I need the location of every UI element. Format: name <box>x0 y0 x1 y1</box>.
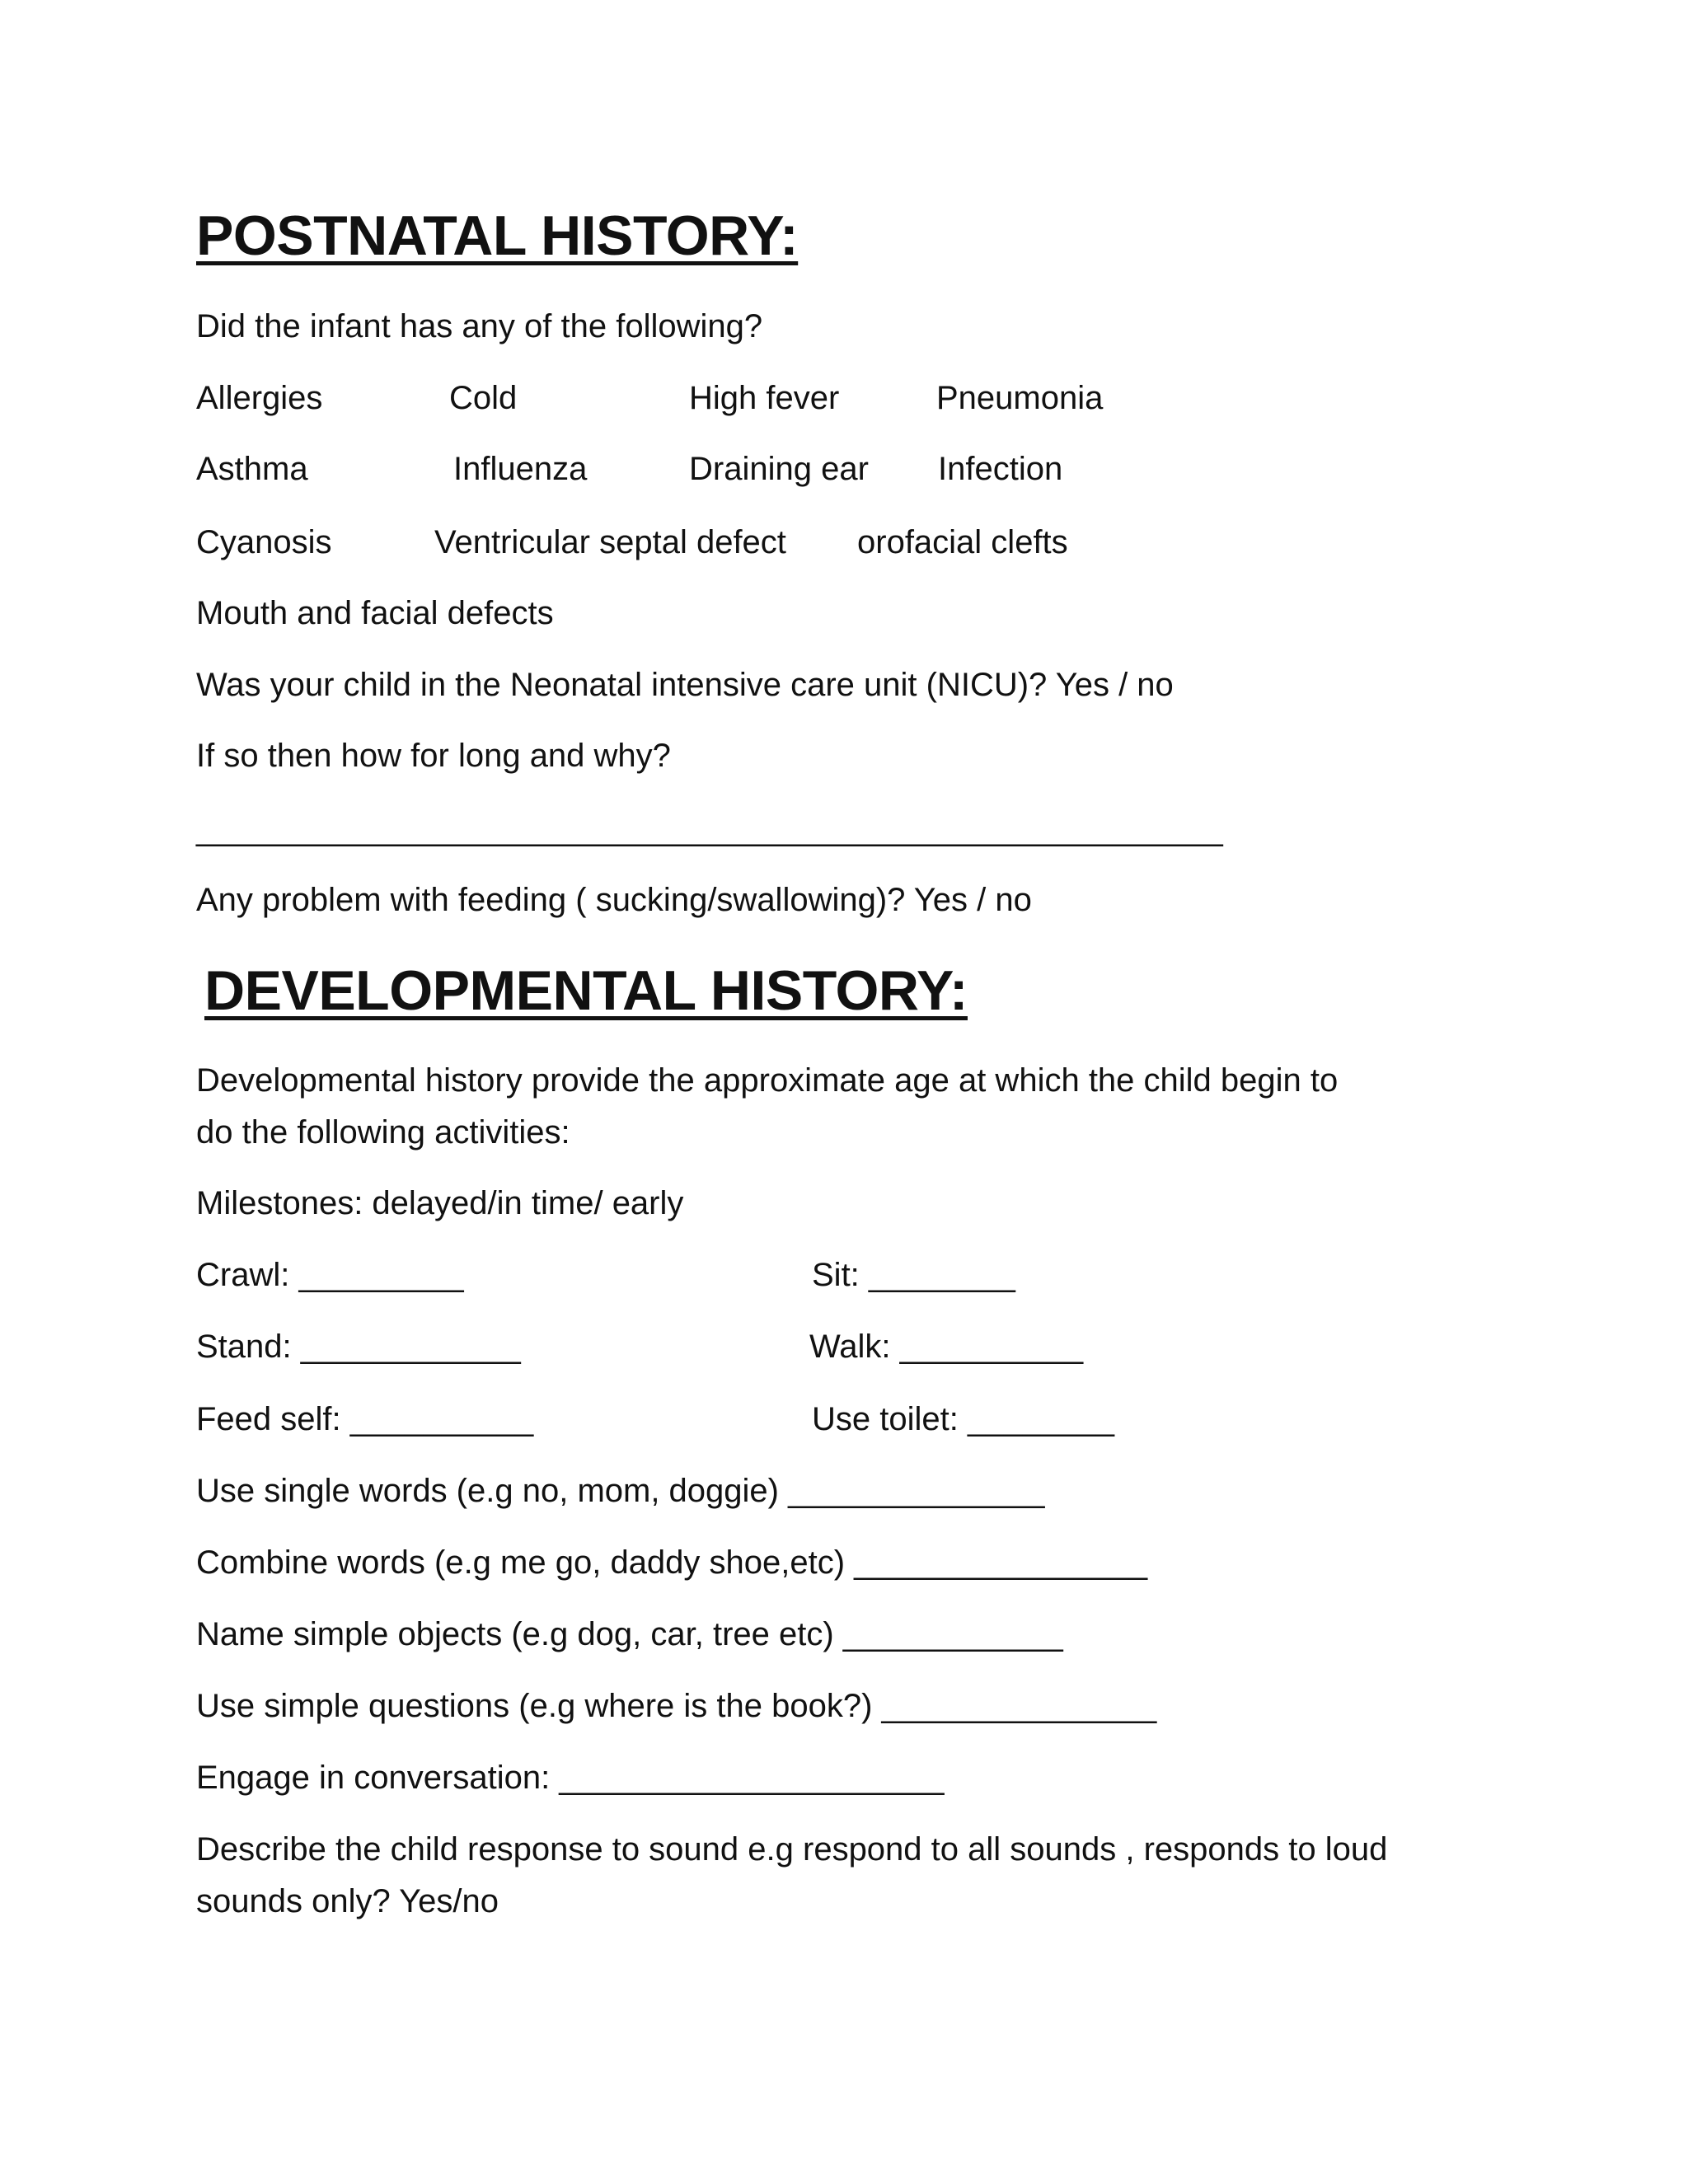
milestones: Milestones: delayed/in time/ early <box>196 1185 684 1221</box>
simple-questions-field: Use simple questions (e.g where is the book?) _______________ <box>196 1688 1157 1724</box>
option-mouth-facial-defects: Mouth and facial defects <box>196 595 554 631</box>
option-cyanosis: Cyanosis <box>196 524 332 560</box>
option-high-fever: High fever <box>689 380 840 416</box>
single-words-field: Use single words (e.g no, mom, doggie) ______________ <box>196 1473 1045 1509</box>
combine-words-field: Combine words (e.g me go, daddy shoe,etc) ________________ <box>196 1544 1148 1581</box>
sound-response-line1: Describe the child response to sound e.g respond to all sounds , responds to loud <box>196 1831 1388 1868</box>
stand-field: Stand: ____________ <box>196 1329 521 1365</box>
conversation-field: Engage in conversation: _____________________ <box>196 1760 945 1796</box>
crawl-field: Crawl: _________ <box>196 1257 464 1293</box>
sit-field: Sit: ________ <box>812 1257 1015 1293</box>
nicu-question: Was your child in the Neonatal intensive care unit (NICU)? Yes / no <box>196 667 1174 703</box>
option-orofacial-clefts: orofacial clefts <box>857 524 1068 560</box>
postnatal-heading: POSTNATAL HISTORY: <box>196 204 799 267</box>
option-asthma: Asthma <box>196 451 308 487</box>
use-toilet-field: Use toilet: ________ <box>812 1401 1114 1437</box>
option-allergies: Allergies <box>196 380 323 416</box>
option-influenza: Influenza <box>453 451 588 487</box>
feed-self-field: Feed self: __________ <box>196 1401 534 1437</box>
nicu-followup: If so then how for long and why? <box>196 738 671 774</box>
developmental-intro-line2: do the following activities: <box>196 1114 570 1151</box>
developmental-heading: DEVELOPMENTAL HISTORY: <box>204 959 968 1022</box>
developmental-intro-line1: Developmental history provide the approximate age at which the child begin to <box>196 1062 1339 1099</box>
option-ventricular-septal-defect: Ventricular septal defect <box>434 524 786 560</box>
walk-field: Walk: __________ <box>809 1329 1084 1365</box>
sound-response-line2: sounds only? Yes/no <box>196 1883 499 1919</box>
postnatal-question: Did the infant has any of the following? <box>196 308 763 344</box>
option-cold: Cold <box>449 380 518 416</box>
nicu-answer-line: ________________________________________________________ <box>196 811 1223 847</box>
feeding-question: Any problem with feeding ( sucking/swallowing)? Yes / no <box>196 882 1032 918</box>
option-pneumonia: Pneumonia <box>936 380 1104 416</box>
name-objects-field: Name simple objects (e.g dog, car, tree etc) ____________ <box>196 1616 1063 1652</box>
option-draining-ear: Draining ear <box>689 451 869 487</box>
option-infection: Infection <box>938 451 1063 487</box>
